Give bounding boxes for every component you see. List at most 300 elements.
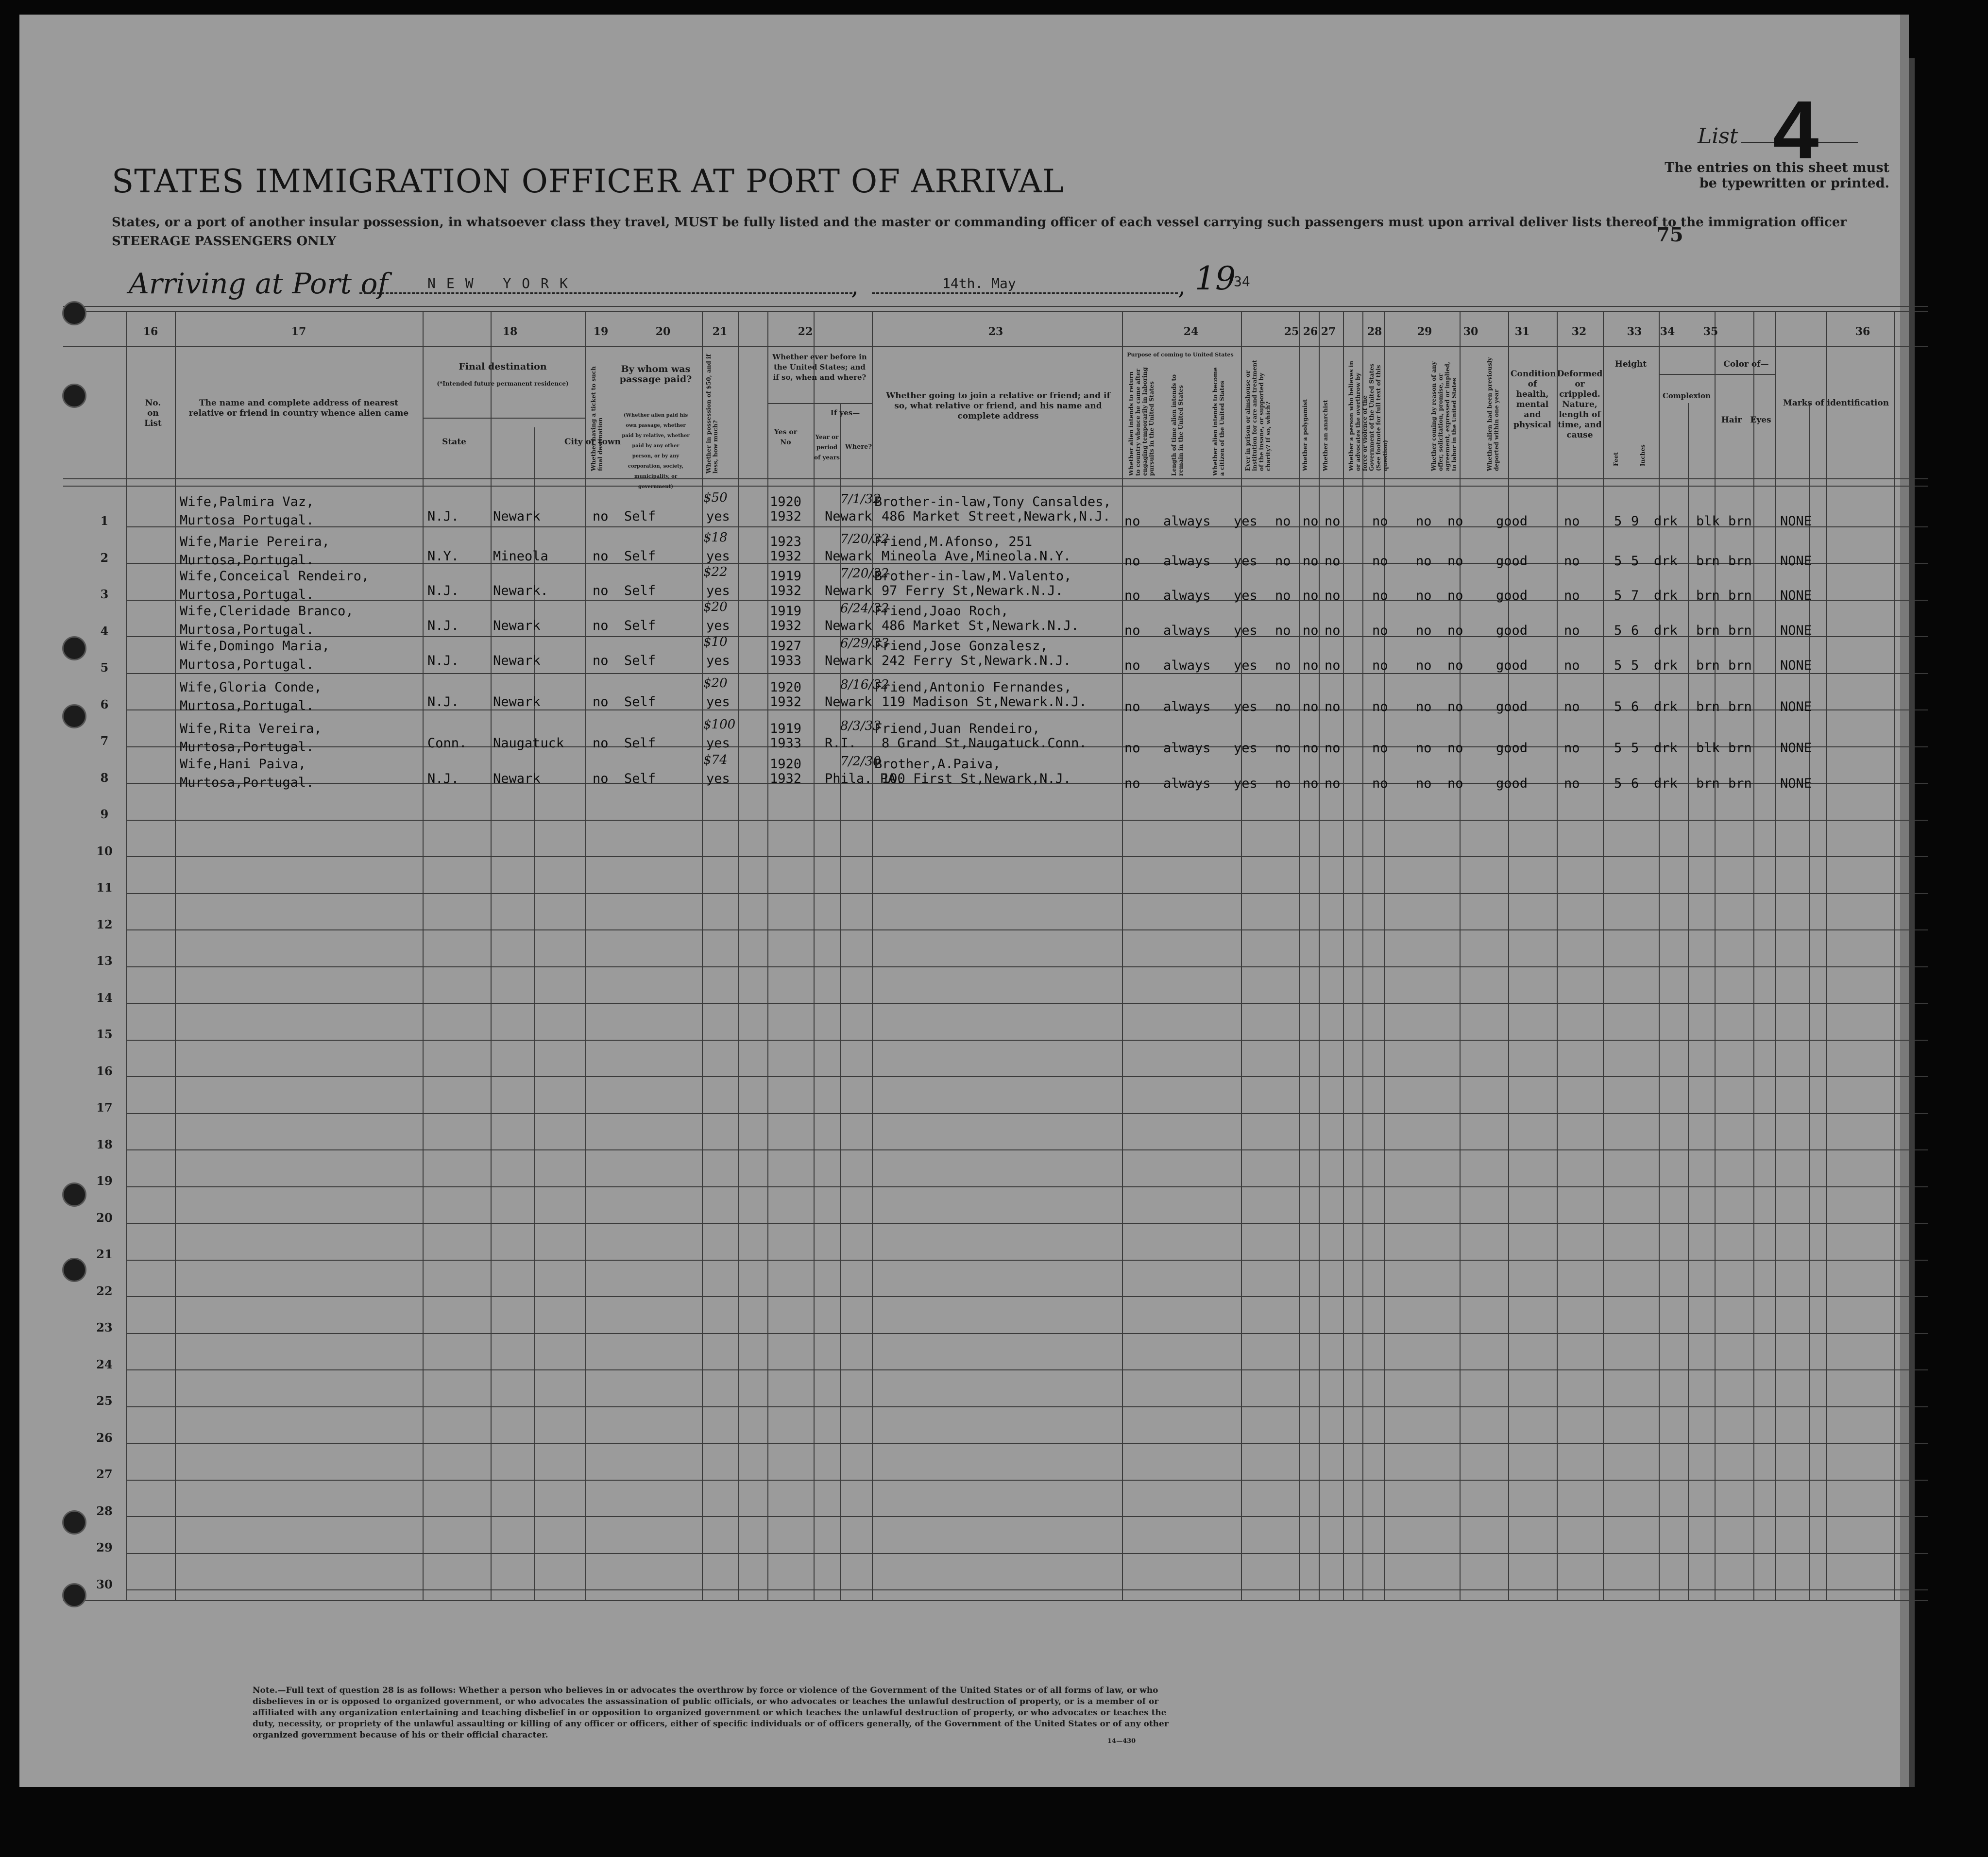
header-purpose-citizen: Whether alien intends to become a citizen of the United States (1212, 367, 1225, 476)
join-address: 119 Madison St,Newark.N.J. (882, 694, 1087, 709)
header-final-destination-sub: (*Intended future permanent residence) (437, 380, 569, 387)
polygamist-value: no (1303, 699, 1319, 714)
relative-name: Wife,Rita Vereira, (180, 721, 322, 736)
marks-value: NONE (1780, 623, 1812, 638)
purpose-length-value: always (1163, 514, 1211, 529)
form-top-rule (63, 311, 1928, 312)
anarchist-value: no (1325, 588, 1341, 603)
join-name: Friend,Jose Gonzalesz, (874, 639, 1048, 654)
anarchist-value: no (1325, 554, 1341, 569)
dest-state: N.J. (427, 583, 459, 598)
row-rule (126, 893, 1928, 894)
polygamist-value: no (1303, 554, 1319, 569)
complexion-value: drk (1654, 623, 1678, 638)
subheader-rule (423, 418, 585, 419)
row-number: 26 (96, 1430, 113, 1445)
subheader-rule (767, 403, 872, 404)
row-number: 12 (96, 917, 113, 931)
purpose-length-value: always (1163, 588, 1211, 603)
subheader-rule (1715, 374, 1775, 375)
relative-name: Wife,Hani Paiva, (180, 757, 306, 772)
arriving-label: Arriving at Port of (129, 267, 388, 300)
q30-value: no (1447, 588, 1463, 603)
row-number: 23 (96, 1320, 113, 1334)
q28-value: no (1372, 699, 1388, 714)
ticket-value: no (593, 771, 609, 786)
sheet-number: 75 (1656, 223, 1683, 246)
q29-value: no (1416, 588, 1432, 603)
header-year-period: Year or period of years (814, 434, 840, 461)
inches-value: 6 (1631, 776, 1639, 791)
anarchist-value: no (1325, 741, 1341, 756)
dest-state: Conn. (427, 736, 467, 751)
header-anarchist: Whether an anarchist (1322, 400, 1329, 471)
eyes-value: brn (1728, 588, 1752, 603)
steerage-label: STEERAGE PASSENGERS ONLY (112, 234, 337, 249)
colnum-rule (63, 346, 1928, 347)
hair-value: brn (1696, 623, 1720, 638)
deformed-value: no (1564, 554, 1580, 569)
port-value: NEW YORK (427, 275, 578, 291)
complexion-value: drk (1654, 658, 1678, 673)
purpose-return-value: no (1124, 699, 1140, 714)
row-number: 10 (96, 844, 113, 858)
column-rule (175, 311, 176, 1600)
marks-value: NONE (1780, 776, 1812, 791)
eyes-value: brn (1728, 699, 1752, 714)
row-number: 11 (96, 880, 113, 895)
join-address: 486 Market St,Newark.N.J. (882, 618, 1079, 633)
row-number: 4 (100, 624, 109, 638)
header-purpose-return: Whether alien intends to return to country whence he came after engaging temporarily in laboring pursuits in the United States (1128, 367, 1155, 476)
row-rule (126, 1149, 1928, 1150)
column-number: 20 (655, 325, 671, 338)
header-health: Condition of health, mental and physical (1511, 369, 1556, 430)
binder-hole (62, 1510, 86, 1535)
return-date: 7/20/32 (840, 532, 889, 546)
dest-city: Newark (493, 694, 541, 709)
header-where: Where? (845, 443, 872, 451)
purpose-citizen-value: yes (1234, 623, 1257, 638)
return-date: 6/24/32 (840, 601, 889, 616)
row-number: 8 (100, 770, 109, 785)
row-number: 30 (96, 1577, 113, 1591)
column-rule (767, 311, 768, 1600)
column-rule (1460, 311, 1461, 1600)
purpose-return-value: no (1124, 554, 1140, 569)
complexion-value: drk (1654, 554, 1678, 569)
q28-value: no (1372, 776, 1388, 791)
row-number: 27 (96, 1467, 113, 1481)
before-value: yes (706, 509, 730, 524)
purpose-return-value: no (1124, 741, 1140, 756)
column-number: 27 (1321, 325, 1336, 338)
column-rule (1603, 311, 1604, 1600)
hair-value: brn (1696, 699, 1720, 714)
row-number: 24 (96, 1357, 113, 1371)
dest-city: Newark (493, 653, 541, 668)
header-join-relative: Whether going to join a relative or friend; and if so, what relative or friend, and his name and complete address (886, 391, 1110, 421)
money-value: $18 (703, 530, 728, 545)
purpose-return-value: no (1124, 776, 1140, 791)
dest-city: Newark (493, 771, 541, 786)
anarchist-value: no (1325, 776, 1341, 791)
column-rule (1775, 311, 1776, 1600)
q29-value: no (1416, 658, 1432, 673)
inches-value: 6 (1631, 623, 1639, 638)
years-second: 1932 (770, 771, 802, 786)
eyes-value: brn (1728, 658, 1752, 673)
join-name: Brother-in-law,Tony Cansaldes, (874, 494, 1111, 509)
money-value: $20 (703, 676, 728, 691)
column-rule (738, 311, 739, 1600)
row-number: 19 (96, 1174, 113, 1188)
page-title: STATES IMMIGRATION OFFICER AT PORT OF ARRIVAL (112, 163, 1064, 200)
column-number: 19 (593, 325, 609, 338)
polygamist-value: no (1303, 776, 1319, 791)
row-rule (126, 1113, 1928, 1114)
purpose-citizen-value: yes (1234, 554, 1257, 569)
before-value: yes (706, 736, 730, 751)
header-height: Height (1614, 359, 1647, 369)
prison-value: no (1275, 658, 1291, 673)
money-value: $10 (703, 635, 728, 649)
column-rule (1753, 311, 1754, 1600)
hair-value: brn (1696, 554, 1720, 569)
dest-state: N.Y. (427, 549, 459, 564)
row-rule (126, 1589, 1928, 1590)
column-number: 22 (798, 325, 813, 338)
q30-value: no (1447, 699, 1463, 714)
column-number: 26 (1303, 325, 1318, 338)
column-rule (1826, 311, 1827, 1600)
inches-value: 5 (1631, 658, 1639, 673)
header-inches: Inches (1639, 444, 1646, 466)
column-rule (840, 403, 841, 1600)
return-date: 7/1/32 (840, 492, 881, 506)
header-bottom-rule (63, 486, 1928, 487)
relative-name: Wife,Cleridade Branco, (180, 604, 354, 619)
column-rule (1659, 311, 1660, 1600)
column-rule (1508, 311, 1509, 1600)
eyes-value: brn (1728, 776, 1752, 791)
dest-city: Naugatuck (493, 736, 564, 751)
years-second: 1932 (770, 509, 802, 524)
marks-value: NONE (1780, 514, 1812, 529)
deformed-value: no (1564, 699, 1580, 714)
feet-value: 5 (1614, 741, 1622, 756)
row-number: 22 (96, 1283, 113, 1298)
dest-state: N.J. (427, 509, 459, 524)
header-passage-paid-sub: (Whether alien paid his own passage, whether paid by relative, whether paid by any other person, or by any corporation, society, municipality, or government) (622, 413, 690, 490)
column-rule (1384, 311, 1385, 1600)
where-value: Newark (825, 694, 872, 709)
ticket-value: no (593, 653, 609, 668)
money-value: $20 (703, 600, 728, 614)
feet-value: 5 (1614, 554, 1622, 569)
header-question-30: Whether alien had been previously deported within one year (1486, 357, 1500, 471)
before-value: yes (706, 618, 730, 633)
row-number: 14 (96, 990, 113, 1005)
row-number: 17 (96, 1100, 113, 1114)
health-value: good (1496, 741, 1528, 756)
comma: , (851, 272, 859, 300)
passage-paid-value: Self (624, 736, 656, 751)
header-marks: Marks of identification (1783, 398, 1889, 408)
header-no-on-list: No. on List (144, 398, 162, 428)
q28-value: no (1372, 514, 1388, 529)
header-if-yes: If yes— (830, 408, 860, 417)
dest-state: N.J. (427, 618, 459, 633)
relative-address: Murtosa,Portugal. (180, 775, 314, 790)
years-second: 1932 (770, 549, 802, 564)
join-name: Brother,A.Paiva, (874, 757, 1001, 772)
q29-value: no (1416, 623, 1432, 638)
row-rule (126, 1443, 1928, 1444)
q28-value: no (1372, 741, 1388, 756)
column-rule (1343, 311, 1344, 1600)
column-number: 32 (1571, 325, 1587, 338)
eyes-value: brn (1728, 741, 1752, 756)
dest-city: Newark (493, 509, 541, 524)
column-rule (814, 311, 815, 1600)
join-address: 100 First St,Newark,N.J. (882, 771, 1071, 786)
prison-value: no (1275, 776, 1291, 791)
passage-paid-value: Self (624, 618, 656, 633)
polygamist-value: no (1303, 741, 1319, 756)
header-possession: Whether in possession of $50, and if less, how much? (705, 354, 719, 473)
column-number: 18 (502, 325, 518, 338)
where-value: Newark (825, 549, 872, 564)
manifest-page (19, 15, 1909, 1787)
instruction-text: States, or a port of another insular possession, in whatsoever class they travel, MUST be fully listed and the master or commanding officer of each vessel carrying such passengers must upon arrival deliver lists thereof to the immigration officer (112, 215, 1847, 230)
health-value: good (1496, 658, 1528, 673)
header-question-29: Whether coming by reason of any offer, solicitation, promise, or agreement, expressed or implied, to labor in the United States (1430, 361, 1458, 471)
dest-city: Newark. (493, 583, 548, 598)
join-name: Brother-in-law,M.Valento, (874, 569, 1072, 584)
year-prefix: 19 (1195, 260, 1236, 297)
row-rule (126, 1003, 1928, 1004)
column-number: 24 (1183, 325, 1199, 338)
years-first: 1920 (770, 757, 802, 772)
passage-paid-value: Self (624, 771, 656, 786)
purpose-length-value: always (1163, 623, 1211, 638)
column-number: 31 (1514, 325, 1530, 338)
q30-value: no (1447, 658, 1463, 673)
column-rule (702, 311, 703, 1600)
column-rule (1715, 311, 1716, 1600)
column-rule (1299, 311, 1300, 1600)
where-value: Phila. PA. (825, 771, 904, 786)
row-rule (126, 1223, 1928, 1224)
marks-value: NONE (1780, 699, 1812, 714)
prison-value: no (1275, 741, 1291, 756)
where-value: Newark (825, 618, 872, 633)
column-number: 33 (1627, 325, 1642, 338)
return-date: 7/20/32 (840, 566, 889, 581)
relative-name: Wife,Conceical Rendeiro, (180, 569, 370, 584)
column-number: 16 (143, 325, 158, 338)
binder-hole (62, 301, 86, 325)
hair-value: brn (1696, 776, 1720, 791)
form-top-rule (63, 306, 1928, 307)
header-prison: Ever in prison or almshouse or institution for care and treatment of the insane, or supported by charity? If so, which? (1244, 360, 1272, 471)
header-hair: Hair (1721, 415, 1742, 425)
before-value: yes (706, 583, 730, 598)
form-code: 14—430 (1107, 1738, 1136, 1745)
return-date: 8/3/33 (840, 719, 881, 733)
relative-address: Murtosa,Portugal. (180, 587, 314, 602)
row-number: 25 (96, 1394, 113, 1408)
row-rule (126, 1553, 1928, 1554)
column-rule (534, 427, 535, 1600)
marks-value: NONE (1780, 658, 1812, 673)
q30-value: no (1447, 776, 1463, 791)
marks-value: NONE (1780, 741, 1812, 756)
years-second: 1933 (770, 736, 802, 751)
column-rule (1894, 311, 1895, 1600)
header-ticket: Whether having a ticket to such final destination (590, 366, 604, 471)
column-rule (1688, 403, 1689, 1600)
where-value: R.I. (825, 736, 857, 751)
column-number: 34 (1660, 325, 1675, 338)
header-final-destination: Final destination (459, 361, 547, 372)
row-number: 29 (96, 1540, 113, 1554)
binder-hole (62, 384, 86, 408)
return-date: 6/29/33 (840, 636, 889, 651)
join-address: 97 Ferry St,Newark.N.J. (882, 583, 1063, 598)
date-value: 14th. May (942, 275, 1016, 291)
q30-value: no (1447, 514, 1463, 529)
deformed-value: no (1564, 514, 1580, 529)
passage-paid-value: Self (624, 509, 656, 524)
header-passage-paid: By whom was passage paid? (619, 364, 692, 385)
column-number: 25 (1284, 325, 1299, 338)
date-line (872, 292, 1178, 294)
row-rule (126, 1480, 1928, 1481)
return-date: 7/2/30 (840, 754, 881, 769)
column-rule (1809, 403, 1810, 1600)
feet-value: 5 (1614, 776, 1622, 791)
hair-value: brn (1696, 658, 1720, 673)
dest-city: Mineola (493, 549, 548, 564)
relative-name: Wife,Palmira Vaz, (180, 494, 314, 509)
row-rule (126, 1333, 1928, 1334)
money-value: $74 (703, 753, 728, 767)
column-rule (1122, 311, 1123, 1600)
relative-address: Murtosa,Portugal. (180, 657, 314, 672)
relative-address: Murtosa,Portugal. (180, 622, 314, 637)
complexion-value: drk (1654, 514, 1678, 529)
return-date: 8/16/32 (840, 677, 889, 692)
health-value: good (1496, 514, 1528, 529)
years-second: 1932 (770, 694, 802, 709)
complexion-value: drk (1654, 588, 1678, 603)
years-first: 1920 (770, 680, 802, 695)
row-number: 7 (100, 734, 109, 748)
q28-value: no (1372, 588, 1388, 603)
column-rule (1319, 311, 1320, 1600)
row-number: 2 (100, 550, 109, 565)
row-number: 6 (100, 697, 109, 711)
header-polygamist: Whether a polygamist (1302, 399, 1308, 471)
row-number: 5 (100, 660, 109, 675)
feet-value: 5 (1614, 588, 1622, 603)
entries-note: The entries on this sheet must be typewritten or printed. (1665, 160, 1889, 191)
header-before-us: Whether ever before in the United States; and if so, when and where? (772, 353, 867, 382)
before-value: yes (706, 653, 730, 668)
purpose-citizen-value: yes (1234, 699, 1257, 714)
hair-value: blk (1696, 741, 1720, 756)
binder-hole (62, 1258, 86, 1282)
column-number: 30 (1463, 325, 1478, 338)
inches-value: 5 (1631, 741, 1639, 756)
row-rule (126, 1076, 1928, 1077)
relative-address: Murtosa,Portugal. (180, 740, 314, 755)
binder-hole (62, 1182, 86, 1207)
row-number: 9 (100, 807, 109, 821)
eyes-value: brn (1728, 514, 1752, 529)
ticket-value: no (593, 694, 609, 709)
inches-value: 9 (1631, 514, 1639, 529)
column-rule (1557, 311, 1558, 1600)
column-number: 17 (291, 325, 306, 338)
header-eyes: Eyes (1750, 415, 1771, 425)
q29-value: no (1416, 514, 1432, 529)
purpose-return-value: no (1124, 514, 1140, 529)
money-value: $100 (703, 717, 736, 732)
column-number: 23 (988, 325, 1003, 338)
footnote: Note.—Full text of question 28 is as follows: Whether a person who believes in or advocates the overthrow by force or violence of the Government of the United States or of all forms of law, or who disbelieves in or is opposed to organized government, or who advocates the assassination of public officials, or who advocates or teaches the unlawful destruction of property, or is a member of or affiliated with any organization entertaining and teaching disbelief in or opposition to organized government or which teaches the unlawful destruction of property, or who advocates or teaches the duty, necessity, or propriety of the unlawful assaulting or killing of any officer or officers, either of specific individuals or of officers generally, of the Government of the United States or of any other organized government because of his or their official character. (253, 1686, 1169, 1740)
purpose-citizen-value: yes (1234, 658, 1257, 673)
purpose-length-value: always (1163, 554, 1211, 569)
deformed-value: no (1564, 776, 1580, 791)
header-complexion: Complexion (1662, 391, 1711, 400)
anarchist-value: no (1325, 699, 1341, 714)
dest-city: Newark (493, 618, 541, 633)
header-deformed: Deformed or crippled. Nature, length of time, and cause (1557, 369, 1603, 440)
q28-value: no (1372, 623, 1388, 638)
q28-value: no (1372, 554, 1388, 569)
join-address: 8 Grand St,Naugatuck.Conn. (882, 736, 1087, 751)
column-number: 21 (712, 325, 728, 338)
passage-paid-value: Self (624, 694, 656, 709)
header-city: City or town (564, 437, 621, 447)
q30-value: no (1447, 554, 1463, 569)
column-rule (1362, 311, 1363, 1600)
row-rule (126, 1260, 1928, 1261)
row-number: 21 (96, 1247, 113, 1261)
polygamist-value: no (1303, 514, 1319, 529)
join-name: Friend,Antonio Fernandes, (874, 680, 1072, 695)
prison-value: no (1275, 623, 1291, 638)
q29-value: no (1416, 776, 1432, 791)
list-label: List (1698, 124, 1738, 149)
hair-value: brn (1696, 588, 1720, 603)
header-question-28: Whether a person who believes in or advocates the overthrow by force or violence of the Government of the United States (See footnote for full text of this question) (1348, 360, 1389, 471)
page-edge (1909, 58, 1915, 1787)
purpose-length-value: always (1163, 658, 1211, 673)
q29-value: no (1416, 699, 1432, 714)
years-first: 1923 (770, 534, 802, 549)
header-purpose-length: Length of time alien intends to remain in the United States (1171, 374, 1184, 476)
feet-value: 5 (1614, 699, 1622, 714)
years-first: 1920 (770, 494, 802, 509)
row-number: 15 (96, 1027, 113, 1041)
q29-value: no (1416, 741, 1432, 756)
eyes-value: brn (1728, 554, 1752, 569)
where-value: Newark (825, 509, 872, 524)
